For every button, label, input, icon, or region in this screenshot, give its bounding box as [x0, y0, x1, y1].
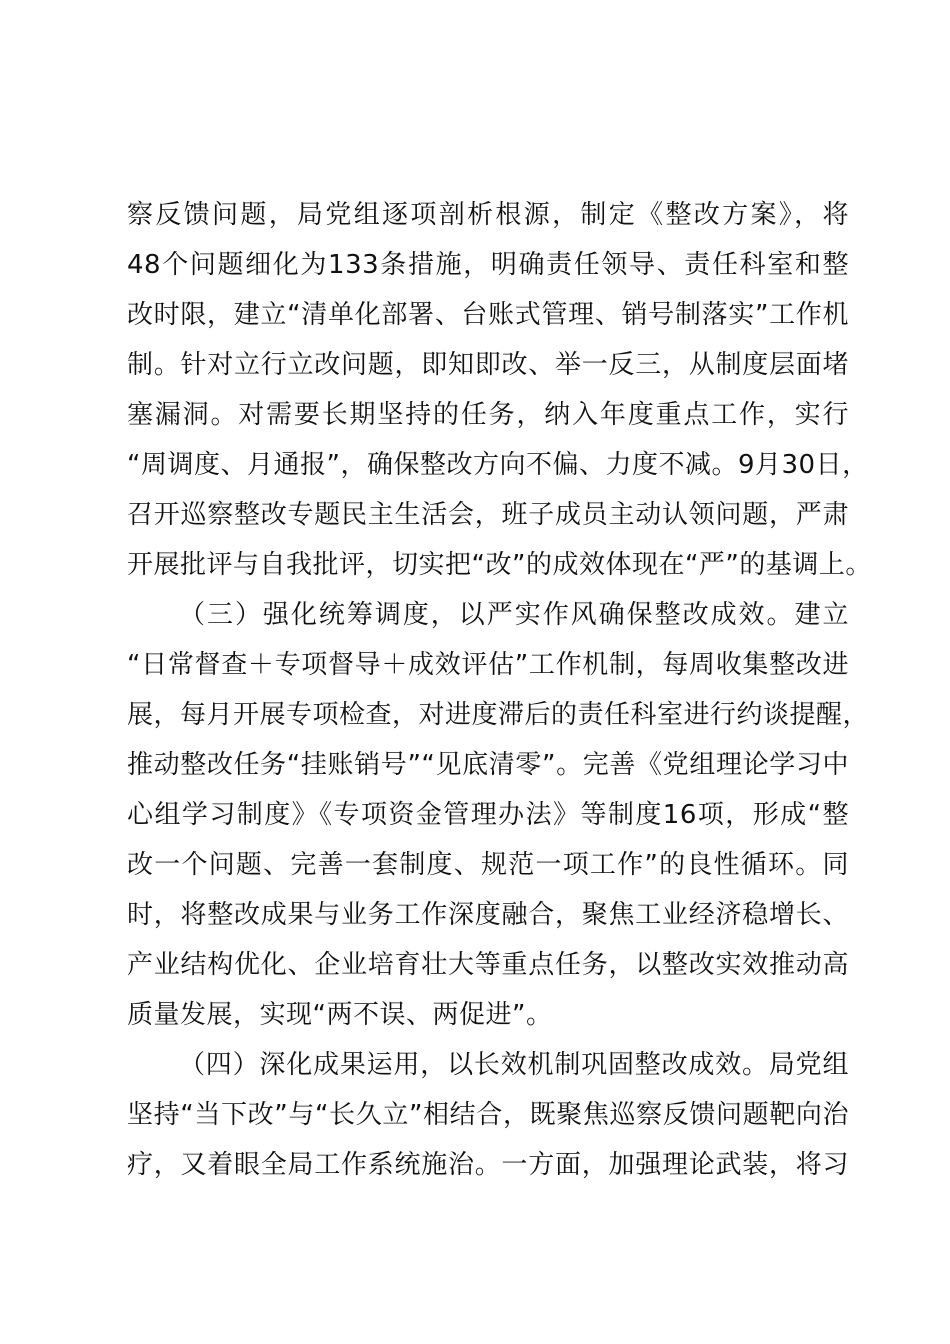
text-line: 召开巡察整改专题民主生活会，班子成员主动认领问题，严肃 — [127, 500, 849, 530]
section-heading-line: （三）强化统筹调度，以严实作风确保整改成效。建立 — [179, 600, 849, 630]
document-body — [127, 190, 872, 1190]
paragraph-rectification-plan — [127, 190, 872, 590]
text-line: 察反馈问题，局党组逐项剖析根源，制定《整改方案》，将 — [127, 200, 849, 230]
text-line: “日常督查＋专项督导＋成效评估”工作机制，每周收集整改进 — [127, 650, 849, 680]
text-line: 产业结构优化、企业培育壮大等重点任务，以整改实效推动高 — [127, 950, 849, 980]
text-line: 开展批评与自我批评，切实把“改”的成效体现在“严”的基调上。 — [127, 550, 872, 580]
section-heading-line: （四）深化成果运用，以长效机制巩固整改成效。局党组 — [179, 1050, 849, 1080]
text-line: “周调度、月通报”，确保整改方向不偏、力度不减。9月30日， — [127, 450, 869, 480]
text-line: 时，将整改成果与业务工作深度融合，聚焦工业经济稳增长、 — [127, 900, 849, 930]
text-line: 疗，又着眼全局工作系统施治。一方面，加强理论武装，将习 — [127, 1150, 849, 1180]
text-line: 塞漏洞。对需要长期坚持的任务，纳入年度重点工作，实行 — [127, 400, 849, 430]
text-line: 改时限，建立“清单化部署、台账式管理、销号制落实”工作机 — [127, 300, 849, 330]
text-line: 改一个问题、完善一套制度、规范一项工作”的良性循环。同 — [127, 850, 849, 880]
text-line: 推动整改任务“挂账销号”“见底清零”。完善《党组理论学习中 — [127, 750, 849, 780]
text-line: 质量发展，实现“两不误、两促进”。 — [127, 1000, 553, 1030]
text-line: 48个问题细化为133条措施，明确责任领导、责任科室和整 — [127, 250, 849, 280]
text-line: 展，每月开展专项检查，对进度滞后的责任科室进行约谈提醒， — [127, 700, 870, 730]
text-line: 心组学习制度》《专项资金管理办法》等制度16项，形成“整 — [127, 800, 849, 830]
text-line: 坚持“当下改”与“长久立”相结合，既聚焦巡察反馈问题靶向治 — [127, 1100, 849, 1130]
paragraph-section-four — [127, 1040, 849, 1190]
text-line: 制。针对立行立改问题，即知即改、举一反三，从制度层面堵 — [127, 350, 849, 380]
paragraph-section-three — [127, 590, 870, 1040]
